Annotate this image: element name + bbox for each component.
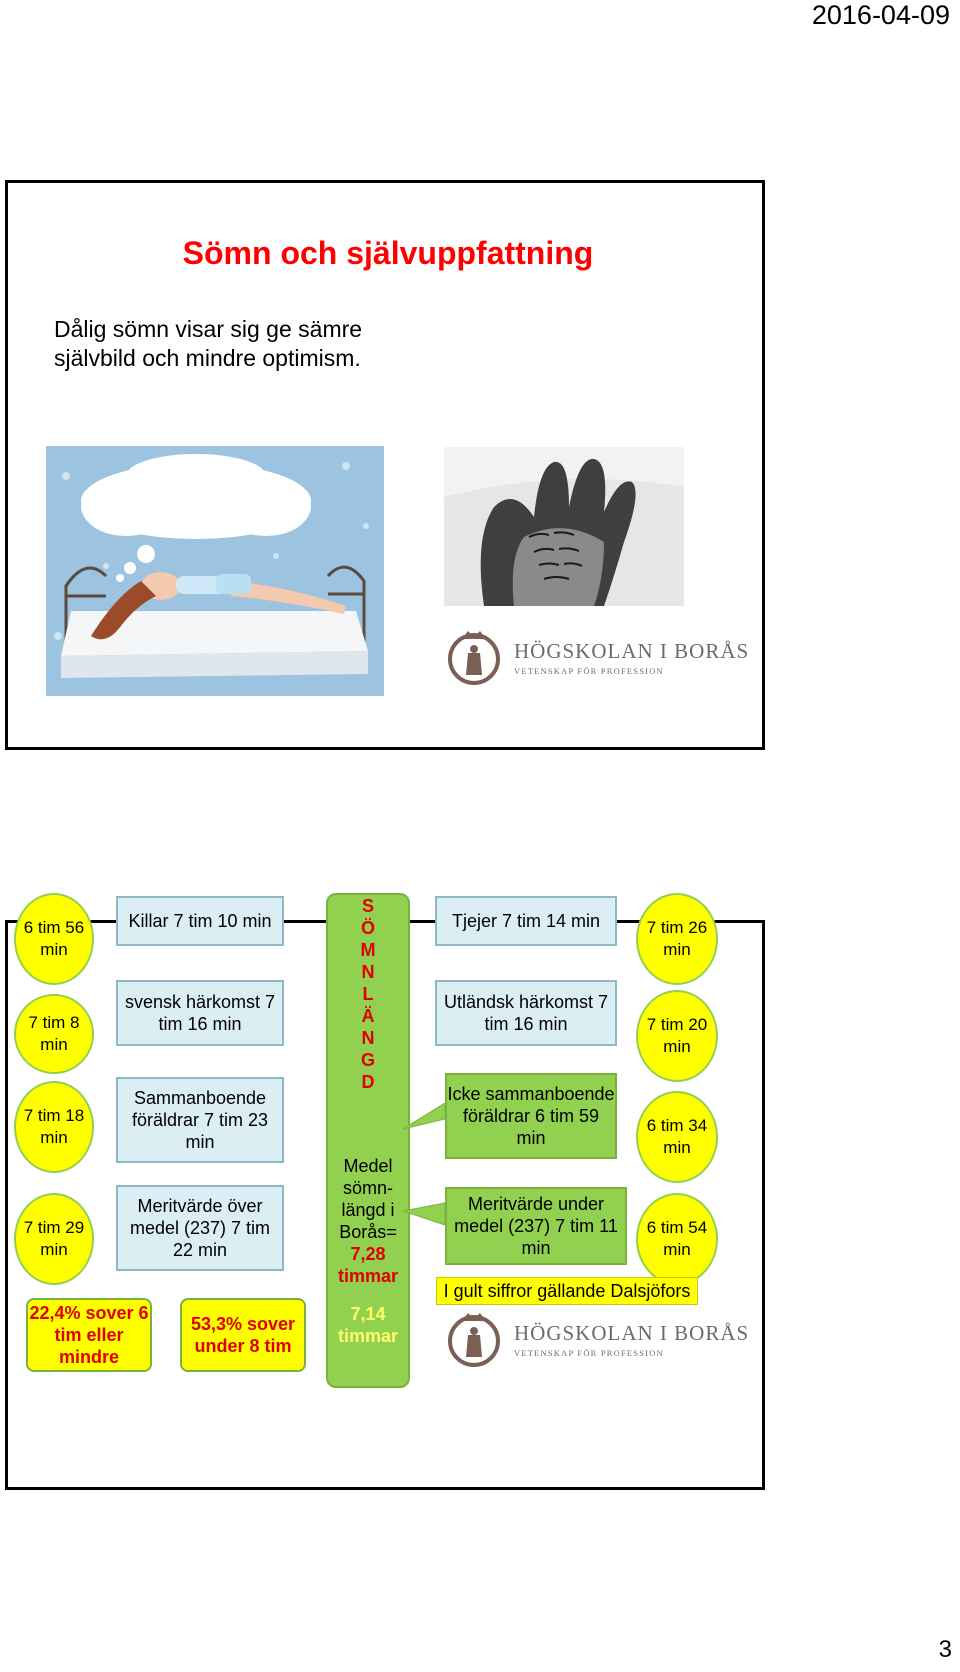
left-circle-1: 6 tim 56 min [14, 893, 94, 985]
right-circle-1: 7 tim 26 min [636, 893, 718, 985]
box-parents-apart: Icke sammanboende föräldrar 6 tim 59 min [445, 1073, 617, 1159]
box-foreign-origin: Utländsk härkomst 7 tim 16 min [435, 980, 617, 1046]
crest-icon [446, 1307, 502, 1371]
left-circle-2: 7 tim 8 min [14, 994, 94, 1074]
slide-sleep-length [5, 896, 765, 1490]
logo-name: HÖGSKOLAN I BORÅS [514, 1320, 750, 1345]
center-average-label: Medel sömn-längd i Borås= [339, 1156, 397, 1242]
crest-icon [446, 625, 502, 689]
left-circle-4: 7 tim 29 min [14, 1193, 94, 1285]
center-vertical-word: S Ö M N L Ä N G D [360, 896, 376, 1092]
university-logo-2 [446, 1307, 749, 1371]
center-average-value: 7,28 timmar [337, 1244, 399, 1286]
center-dalsjofors-value: 7,14 timmar [337, 1304, 399, 1346]
slide-body-text: Dålig sömn visar sig ge sämre självbild och mindre optimism. [54, 316, 363, 371]
left-circle-3: 7 tim 18 min [14, 1081, 94, 1173]
sleeping-girl-illustration [46, 446, 384, 696]
box-parents-together: Sammanboende föräldrar 7 tim 23 min [116, 1077, 284, 1163]
page-number: 3 [938, 1636, 952, 1663]
slide-title: Sömn och självuppfattning [182, 235, 594, 271]
box-swedish-origin: svensk härkomst 7 tim 16 min [116, 980, 284, 1046]
box-merit-below: Meritvärde under medel (237) 7 tim 11 min [445, 1187, 627, 1265]
right-circle-2: 7 tim 20 min [636, 990, 718, 1082]
university-logo [446, 625, 749, 689]
stat-six-hours: 22,4% sover 6 tim eller mindre [26, 1298, 152, 1372]
stat-under-eight: 53,3% sover under 8 tim [180, 1298, 306, 1372]
slide-sleep-self-image [5, 180, 765, 750]
logo-tagline: VETENSKAP FÖR PROFESSION [514, 1347, 664, 1358]
print-date: 2016-04-09 [811, 0, 950, 30]
box-girls: Tjejer 7 tim 14 min [435, 896, 617, 946]
box-merit-above: Meritvärde över medel (237) 7 tim 22 min [116, 1185, 284, 1271]
right-circle-3: 6 tim 34 min [636, 1091, 718, 1183]
hand-with-writing-photo [444, 447, 684, 606]
yellow-note: I gult siffror gällande Dalsjöfors [436, 1277, 698, 1305]
logo-name: HÖGSKOLAN I BORÅS [514, 638, 750, 663]
box-boys: Killar 7 tim 10 min [116, 896, 284, 946]
right-circle-4: 6 tim 54 min [636, 1193, 718, 1285]
logo-tagline: VETENSKAP FÖR PROFESSION [514, 665, 664, 676]
